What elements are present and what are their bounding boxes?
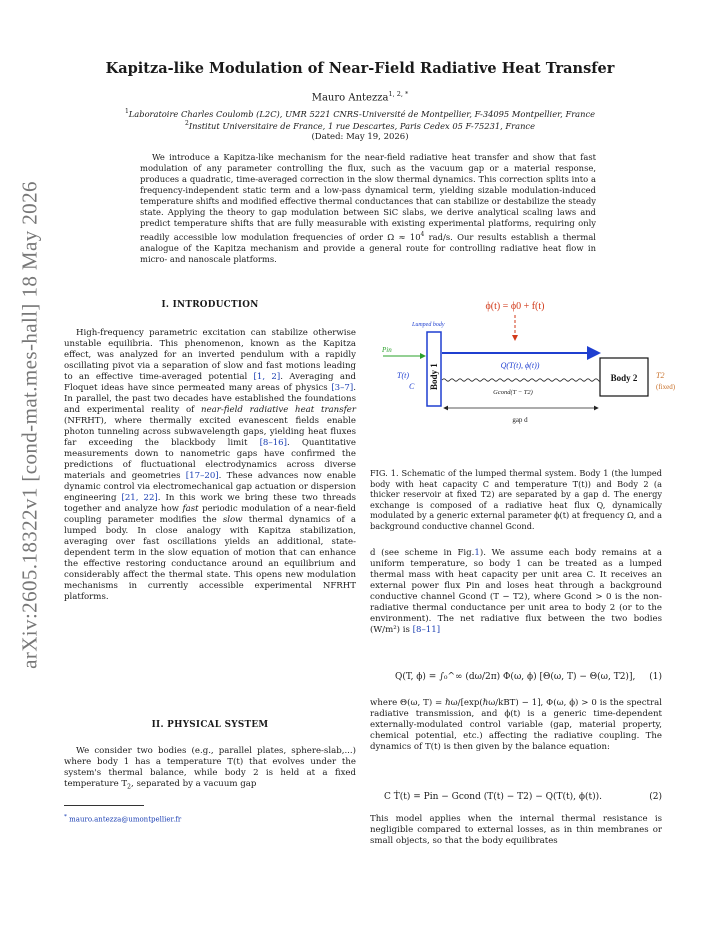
affiliation-1 xyxy=(0,108,720,119)
physical-paragraph xyxy=(64,746,356,793)
right-text: where Θ(ω, T) = ℏω/[exp(ℏω/kBT) − 1], Φ(ω, ϕ) > 0 is the spectral radiative transmission, and ϕ(t) is a generic time-dependent externally-modulated control variable (gap, material property, chemical potential, etc.) affecting the radiative coupling. The dynamics of T(t) is then given by the balance equation: xyxy=(370,698,662,752)
intro-paragraph xyxy=(64,328,356,603)
footnote-rule xyxy=(64,805,144,806)
intro-heading: I. INTRODUCTION xyxy=(161,300,259,310)
arxiv-id: arXiv:2605.18322v1 [cond-mat.mes-hall] 18 May 2026 xyxy=(17,181,42,669)
citation-link[interactable]: [21, 22] xyxy=(121,493,158,503)
intro-text: periodic modulation of a near-field coupling parameter modifies the xyxy=(64,504,357,525)
affiliation-2-text: Institut Universitaire de France, 1 rue Descartes, Paris Cedex 05 F-75231, France xyxy=(188,120,535,131)
t2-label: T2 xyxy=(656,371,665,380)
author-line xyxy=(0,90,720,103)
equation-1 xyxy=(395,672,662,682)
intro-text: . Averaging and Floquet ideas have since permeated many areas of physics xyxy=(64,372,356,393)
body-1-label: Body 1 xyxy=(429,363,439,390)
equation-1-body: Q(T, ϕ) = ∫₀^∞ (dω/2π) Φ(ω, ϕ) [Θ(ω, T) − Θ(ω, T2)], xyxy=(395,672,636,682)
radiative-flux-label: Q(T(t), ϕ(t)) xyxy=(500,361,540,370)
physical-text: We consider two bodies (e.g., parallel plates, sphere-slab,...) where body 1 has a temperature T(t) that evolves under the system's thermal balance, while body 2 is held at a fixed temperature T xyxy=(64,746,356,789)
conductive-channel-line xyxy=(442,379,600,381)
intro-text: . In parallel, the past two decades have established the foundations and experimental reality of xyxy=(64,383,356,415)
right-paragraph-1 xyxy=(370,548,662,636)
capacity-label: C xyxy=(409,382,415,391)
citation-link[interactable]: [8–16] xyxy=(259,438,287,448)
intro-text: . These advances now enable dynamic control via electromechanical gap actuation or dispersion engineering xyxy=(64,471,356,503)
lumped-body-label: Lumped body xyxy=(412,322,445,328)
gap-label: gap d xyxy=(512,416,528,424)
intro-text: thermal dynamics of a lumped body. In close analogy with Kapitza stabilization, averaging over fast oscillations yields an additional, state-dependent term in the slow equation of motion that can enhance the effective restoring conductance around an equilibrium and considerably affect the thermal state. This opens new modulation mechanisms in currently accessible experimental NFRHT platforms. xyxy=(64,515,356,602)
physical-heading: II. PHYSICAL SYSTEM xyxy=(151,720,269,730)
physical-text: , separated by a vacuum gap xyxy=(130,779,257,789)
fixed-label: (fixed) xyxy=(656,383,676,391)
footnote xyxy=(64,814,181,823)
abstract-text-1: We introduce a Kapitza-like mechanism for the near-field radiative heat transfer and show that fast modulation of any parameter controlling the flux, such as the vacuum gap or a material response, produces a quadratic, time-averaged correction in the slow thermal dynamics. This correction splits into a frequency-independent static term and a low-pass dynamical term, yielding sizable modulation-induced temperature shifts and modified effective thermal conductances that can stabilize or destabilize the steady state. Applying the theory to gap modulation between SiC slabs, we derive analytical scaling laws and predict temperature shifts that are fully measurable with existing experimental platforms, requiring only readily accessible low modulation frequencies of order Ω ≈ 10 xyxy=(140,152,596,242)
figure-1-diagram xyxy=(370,296,676,464)
paper-title: Kapitza-like Modulation of Near-Field Radiative Heat Transfer xyxy=(105,60,615,77)
affiliation-1-mark: 1 xyxy=(124,108,129,115)
citation-link[interactable]: [3–7] xyxy=(331,383,354,393)
author-name: Mauro Antezza xyxy=(311,92,389,104)
right-text: d (see scheme in Fig. xyxy=(370,548,475,558)
equation-2-body: C Ṫ(t) = Pin − Gcond (T(t) − T2) − Q(T(t), ϕ(t)). xyxy=(384,792,603,802)
intro-text: . Quantitative measurements down to nanometric gaps have confirmed the predictions of fluctuational electrodynamics across diverse materials and geometries xyxy=(64,438,356,481)
intro-text: . In this work we bring these two threads together and analyze how xyxy=(64,493,356,514)
affiliation-2-mark: 2 xyxy=(185,120,189,127)
abstract-exponent: 4 xyxy=(420,231,425,238)
physical-subscript: 2 xyxy=(127,783,131,791)
pin-label: Pin xyxy=(382,346,392,354)
right-paragraph-3 xyxy=(370,814,662,847)
modulation-label: ϕ(t) = ϕ0 + f(t) xyxy=(485,301,545,312)
conductive-channel-label: Gcond(T − T2) xyxy=(493,389,533,396)
author-affil-marks: 1, 2, * xyxy=(388,90,409,98)
intro-emphasis: slow xyxy=(222,515,243,525)
right-text: ). We assume each body remains at a uniform temperature, so body 1 can be treated as a lumped thermal mass with heat capacity per unit area C. It receives an external power flux Pin and loses heat through a background conductive channel Gcond (T − T2), where Gcond > 0 is the non-radiative thermal conductance per unit area to body 2 (or to the environment). The net radiative flux between the two bodies (W/m²) is xyxy=(370,548,662,635)
intro-text: (NFRHT), where thermally excited evanescent fields enable photon tunneling across subwavelength gaps, yielding heat fluxes far exceeding the blackbody limit xyxy=(64,416,356,448)
abstract xyxy=(140,152,596,265)
right-paragraph-2 xyxy=(370,698,662,753)
intro-emphasis: fast xyxy=(182,504,199,514)
figure-reference-link[interactable]: 1 xyxy=(474,548,480,558)
affiliation-1-text: Laboratoire Charles Coulomb (L2C), UMR 5221 CNRS-Université de Montpellier, F-34095 Montpellier, France xyxy=(128,108,596,119)
intro-emphasis: near-field radiative heat transfer xyxy=(201,405,356,415)
dated-line: (Dated: May 19, 2026) xyxy=(311,132,409,142)
figure-1 xyxy=(370,296,676,464)
citation-link[interactable]: [8–11] xyxy=(412,625,441,635)
citation-link[interactable]: [1, 2] xyxy=(253,372,281,382)
affiliation-2 xyxy=(0,120,720,131)
equation-2 xyxy=(384,792,662,802)
abstract-text-2: rad/s. Our results establish a thermal analogue of the Kapitza mechanism and provide a general route for controlling radiative heat flow in micro- and nanoscale platforms. xyxy=(140,231,596,264)
footnote-mark: * xyxy=(64,814,67,820)
right-text: This model applies when the internal thermal resistance is negligible compared to external losses, as in thin membranes or small objects, so that the body equilibrates xyxy=(370,814,662,846)
temperature-label: T(t) xyxy=(397,371,409,380)
footnote-email[interactable]: mauro.antezza@umontpellier.fr xyxy=(69,815,182,824)
arxiv-sidebar xyxy=(12,180,48,670)
equation-1-number: (1) xyxy=(649,672,662,682)
citation-link[interactable]: [17–20] xyxy=(185,471,219,481)
figure-1-caption: FIG. 1. Schematic of the lumped thermal system. Body 1 (the lumped body with heat capacity C and temperature T(t)) and Body 2 (a thicker reservoir at fixed T2) are separated by a gap d. The energy exchange is composed of a radiative heat flux Q, dynamically modulated by a generic external parameter ϕ(t) at frequency Ω, and a background conductive channel Gcond. xyxy=(370,468,662,531)
equation-2-number: (2) xyxy=(649,792,662,802)
intro-text: High-frequency parametric excitation can stabilize otherwise unstable equilibria. This phenomenon, known as the Kapitza effect, was analyzed for an inverted pendulum with a rapidly oscillating pivot via a separation of slow and fast motions leading to an effective time-averaged potential xyxy=(64,328,356,382)
body-2-label: Body 2 xyxy=(610,373,638,383)
